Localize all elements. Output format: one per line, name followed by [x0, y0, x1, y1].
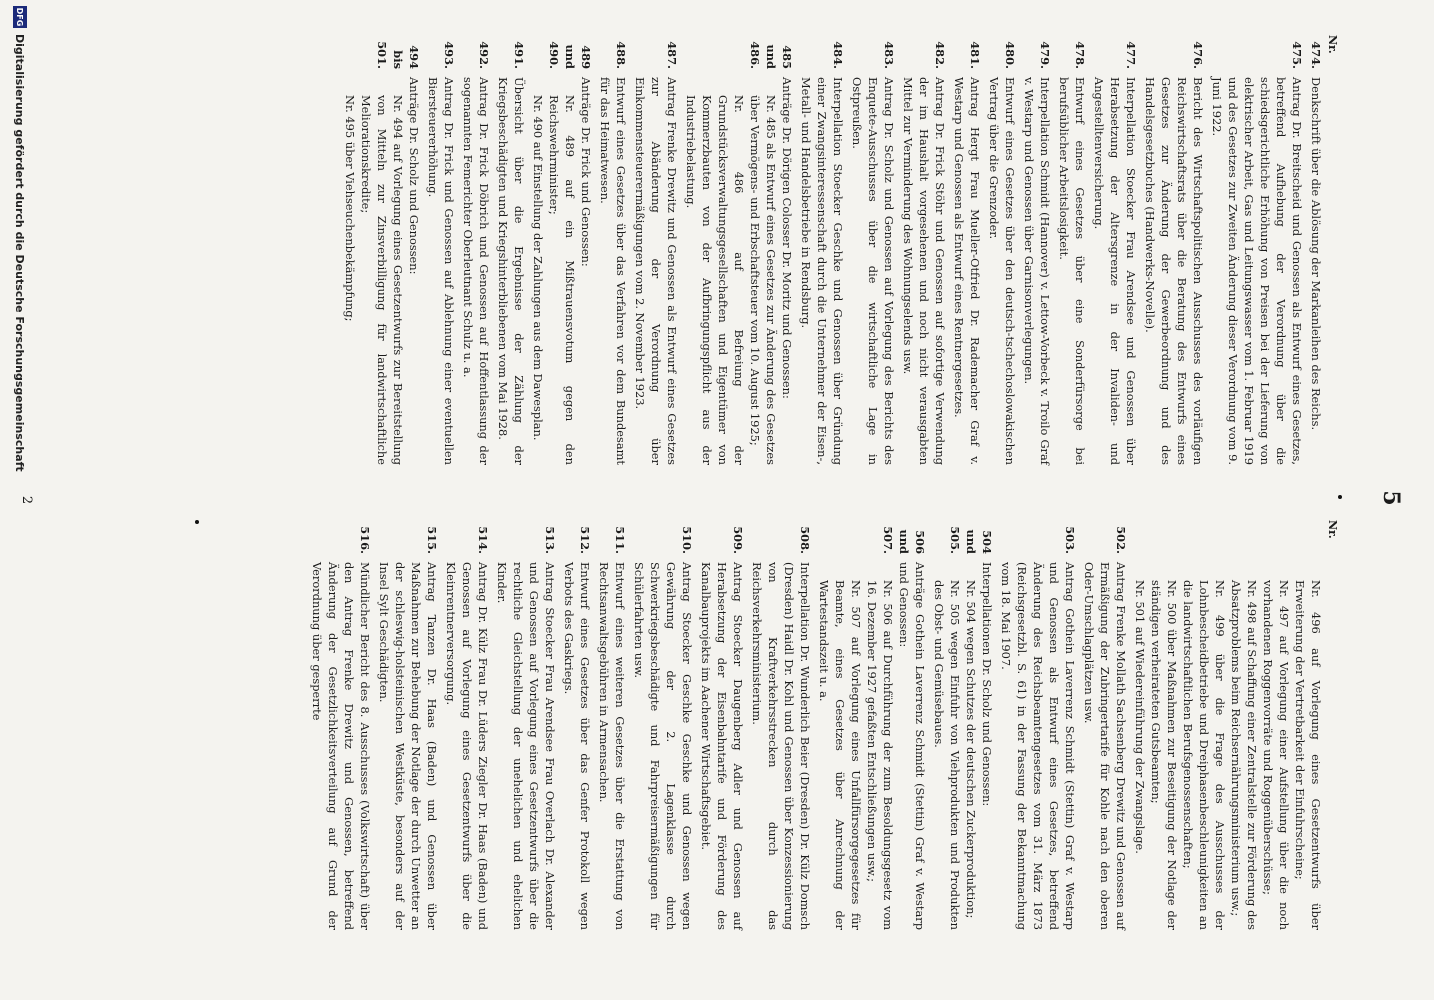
entry-text: Antrag Dr. Scholz und Genossen auf Vorlegung des Berichts des Enquete-Ausschusses über die wirtschaftliche Lage in Ostpreußen.: [850, 77, 896, 465]
entry-number: 485 und 486.: [748, 41, 794, 69]
entry-number: 516.: [358, 526, 372, 554]
footer-text: Digitalisierung gefördert durch die Deutsche Forschungsgemeinschaft: [13, 34, 27, 472]
list-item: [631, 520, 695, 930]
entry-number: 511.: [613, 526, 627, 554]
entry-text: Anträge Dr. Scholz und Genossen: Nr. 494 auf Vorlegung eines Gesetzentwurfs zur Bereitstellung von Mitteln zur Zinsverbilligung für landwirtschaftliche Meliorationskredite; Nr. 495 über Viehseuchenbekämpfung;: [343, 77, 421, 465]
entry-text: Antrag Stoecker Daugenberg Adler und Genossen auf Herabsetzung der Eisenbahntarife und Förderung des Kanalbauprojekts im Aachener Wirtschaftsgebiet.: [699, 562, 745, 930]
list-item: [749, 520, 813, 930]
list-item: [309, 520, 373, 930]
entry-text: Antrag Frenke Drewitz und Genossen als Entwurf eines Gesetzes zur Abänderung der Verordnung über Einkommensteuerermäßigungen vom 2. November 1923.: [633, 77, 679, 465]
list-item: [1056, 35, 1088, 465]
dfg-logo-icon: DFG: [13, 6, 27, 28]
entry-text: Antrag Dr. Frick Stöhr und Genossen auf sofortige Verwendung der im Haushalt vorgesehenen und noch nicht verausgabten Mittel zur Verminderung des Wohnungselends usw.: [901, 77, 947, 465]
entry-number: 489 und 490.: [547, 41, 593, 69]
list-item: [1132, 520, 1324, 930]
entry-text: Antrag Stoecker Frau Arendsee Frau Overlach Dr. Alexander und Genossen auf Vorlegung eines Gesetzentwurfs über die rechtliche Gleichstellung der unehelichen und ehelichen Kinder.: [495, 562, 557, 930]
list-item: [986, 35, 1018, 465]
list-item: [596, 520, 628, 930]
entry-text: Antrag Dr. Breitscheid und Genossen als Entwurf eines Gesetzes, betreffend Aufhebung der Verordnung über die schiedsgerichtliche Erhöhung von Preisen bei der Lieferung von elektrischer Arbeit, Gas und Leitungswasser vom 1. Februar 1919 und des Gesetzes zur Zweiten Änderung dieser Verordnung vom 9. Juni 1922.: [1210, 77, 1304, 465]
list-item: [342, 35, 422, 465]
list-item: [816, 520, 928, 930]
entry-number: 480.: [1003, 41, 1017, 69]
entry-text: Denkschrift über die Ablösung der Markanleihen des Reichs.: [1309, 77, 1323, 431]
list-item: [1091, 35, 1139, 465]
entry-text: Mündlicher Bericht des 8. Ausschusses (Volkswirtschaft) über den Antrag Frenke Drewitz und Genossen, betreffend Änderung der Gesetzlichkeitsverteilung auf Grund der Verordnung über gesperrte: [310, 562, 372, 930]
entry-text: Interpellationen Dr. Scholz und Genossen: Nr. 504 wegen Schutzes der deutschen Zuckerproduktion; Nr. 505 wegen Einfuhr von Viehprodukten und Produkten des Obst- und Gemüsebaues.: [932, 562, 994, 930]
list-item: [460, 35, 492, 465]
entry-text: Übersicht über die Ergebnisse der Zählung der Kriegsbeschädigten und Kriegshinterbliebenen vom Mai 1928.: [496, 77, 526, 465]
entry-number: 493.: [442, 41, 456, 69]
entry-number: 502.: [1114, 526, 1128, 554]
list-item: [1308, 35, 1324, 465]
list-item: [530, 35, 594, 465]
entry-number: 515.: [425, 526, 439, 554]
left-column-header: Nr.: [1326, 35, 1339, 54]
entry-number: 510.: [680, 526, 694, 554]
entry-number: 492.: [477, 41, 491, 69]
entry-number: 503.: [1063, 526, 1077, 554]
right-column-header: Nr.: [1326, 520, 1339, 539]
entry-text: Anträge Dr. Dörigen Colosser Dr. Moritz und Genossen: Nr. 485 als Entwurf eines Gesetzes zur Änderung des Gesetzes über Vermögens- und Erbschaftsteuer vom 10. August 1925; Nr. 486 auf Befreiung der Grundstücksverwaltungsgesellschaften und Eigentümer von Kommerzbauten von der Aufbringungspflicht aus der Industriebelastung.: [684, 77, 794, 465]
entry-number: 484.: [831, 41, 845, 69]
entry-number: [1132, 520, 1324, 562]
entry-number: 477.: [1124, 41, 1138, 69]
entry-text: Entwurf eines Gesetzes über das Genfer Protokoll wegen Verbots des Gaskriegs.: [562, 562, 592, 930]
entry-number: 508.: [798, 526, 812, 554]
entry-text: Anträge Gothein Laverrenz Schmidt (Stettin) Graf v. Westarp und Genossen: Nr. 506 auf Durchführung der zum Besoldungsgesetz vom 16. Dezember 1927 gefaßten Entschließungen usw.; Nr. 507 auf Vorlegung eines Unfallfürsorgegesetzes für Beamte, eines Gesetzes über Anrechnung der Wartestandszeit u. a.: [817, 562, 927, 930]
entry-text: Antrag Dr. Frick Döbrich und Genossen auf Hoffentlassung der sogenannten Femerichter Oberleutnant Schulz u. a.: [461, 77, 491, 465]
entry-number: 481.: [968, 41, 982, 69]
footer-bar: [9, 0, 31, 1000]
signature-mark: 2: [19, 495, 34, 505]
entry-number: 478.: [1073, 41, 1087, 69]
right-column: [306, 520, 1339, 930]
list-item: [495, 35, 527, 465]
list-item: [597, 35, 629, 465]
right-entry-list: [309, 520, 1324, 930]
entry-text: Interpellation Schmidt (Hannover) v. Lettow-Vorbeck v. Troilo Graf v. Westarp und Genossen über Garnisonverlegungen.: [1022, 77, 1052, 465]
entry-number: 506 und 507.: [881, 526, 927, 554]
entry-number: 482.: [933, 41, 947, 69]
entry-text: Antrag Hergt Frau Mueller-Otfried Dr. Rademacher Graf v. Westarp und Genossen als Entwurf eines Rentnergesetzes.: [952, 77, 982, 465]
entry-text: Entwurf eines Gesetzes über eine Sonderfürsorge bei berufsüblicher Arbeitslosigkeit.: [1057, 77, 1087, 465]
entry-number: 483.: [882, 41, 896, 69]
list-item: [849, 35, 897, 465]
entry-text: Antrag Stoecker Geschke Geschke und Genossen wegen Gewährung der 2. Lagenklasse durch Schwerkriegsbeschädigte und Fahrpreisermäßigungen für Schülerfahrten usw.: [632, 562, 694, 930]
page-number: 5: [1378, 490, 1404, 506]
entry-number: 504 und 505.: [948, 526, 994, 554]
left-entry-list: [342, 35, 1324, 465]
entry-number: 513.: [543, 526, 557, 554]
entry-number: 487.: [665, 41, 679, 69]
list-item: [798, 35, 846, 465]
entry-text: Entwurf eines weiteren Gesetzes über die Erstattung von Rechtsanwaltsgebühren in Armensachen.: [597, 562, 627, 930]
ink-speck: [195, 520, 199, 524]
entry-number: 494 bis 501.: [375, 41, 421, 69]
list-item: [425, 35, 457, 465]
entry-number: 488.: [614, 41, 628, 69]
entry-number: 476.: [1191, 41, 1205, 69]
entry-number: 509.: [731, 526, 745, 554]
entry-text: Nr. 496 auf Vorlegung eines Gesetzentwurfs über Erweiterung der Vertretbarkeit der Einfuhrscheine; Nr. 497 auf Vorlegung einer Aufstellung über die noch vorhandenen Roggenvorräte und Roggenüberschüsse; Nr. 498 auf Schaffung einer Zentralstelle zur Förderung des Absatzproblems beim Reichsernährungsministerium usw.; Nr. 499 über die Frage des Ausschusses der Lohnbescheidbetriebe und Dreiphasenbeschleunigkeiten an die landwirtschaftlichen Berufsgenossenschaften; Nr. 500 über Maßnahmen zur Beseitigung der Notlage der ständigen verheirateten Gutsbeamten; Nr. 501 auf Wiedereinführung der Zwangslage.: [1133, 580, 1323, 930]
list-item: [998, 520, 1078, 930]
entry-text: Antrag Dr. Külz Frau Dr. Lüders Ziegler Dr. Haas (Baden) und Genossen auf Vorlegung eines Gesetzentwurfs über die Kleinrentnerversorgung.: [444, 562, 490, 930]
entry-text: Antrag Tanzen Dr. Haas (Baden) und Genossen über Maßnahmen zur Behebung der Notlage der durch Unwetter an der schleswig-holsteinischen Westküste, besonders auf der Insel Sylt Geschädigten.: [377, 562, 439, 930]
entry-text: Antrag Dr. Frick und Genossen auf Ablehnung einer eventuellen Biersteuererhöhung.: [426, 77, 456, 465]
entry-text: Interpellation Stoecker Frau Arendsee und Genossen über Herabsetzung der Altersgrenze in der Invaliden- und Angestelltenversicherung.: [1092, 77, 1138, 465]
entry-number: 512.: [578, 526, 592, 554]
list-item: [1142, 35, 1206, 465]
list-item: [951, 35, 983, 465]
entry-text: Antrag Gothein Laverrenz Schmidt (Stettin) Graf v. Westarp und Genossen als Entwurf eines Gesetzes, betreffend Änderung des Reichsbeamtengesetzes vom 31. März 1873 (Reichsgesetzbl. S. 61) in der Fassung der Bekanntmachung vom 18. Mai 1907.: [999, 562, 1077, 930]
list-item: [494, 520, 558, 930]
list-item: [632, 35, 680, 465]
list-item: [683, 35, 795, 465]
list-item: [698, 520, 746, 930]
entry-number: 475.: [1290, 41, 1304, 69]
entry-text: Entwurf eines Gesetzes über den deutsch-tschechoslowakischen Vertrag über die Grenzoder.: [987, 77, 1017, 465]
list-item: [1081, 520, 1129, 930]
entry-number: 514.: [476, 526, 490, 554]
entry-text: Bericht des Wirtschaftspolitischen Ausschusses des vorläufigen Reichswirtschaftsrats über die Beratung des Entwurfs eines Gesetzes zur Änderung der Gewerbeordnung und des Handelsgesetzbuches (Handwerks-Novelle).: [1143, 77, 1205, 465]
entry-text: Interpellation Dr. Wunderlich Beier (Dresden) Dr. Külz Domsch (Dresden) Haidl Dr. Kohl und Genossen über Konzessionierung von Kraftverkehrsstrecken durch das Reichsverkehrsministerium.: [750, 562, 812, 930]
list-item: [561, 520, 593, 930]
left-column: [339, 35, 1339, 465]
entry-text: Entwurf eines Gesetzes über das Verfahren vor dem Bundesamt für das Heimatwesen.: [598, 77, 628, 465]
entry-number: 479.: [1038, 41, 1052, 69]
list-item: [1021, 35, 1053, 465]
list-item: [931, 520, 995, 930]
ink-speck: [1338, 495, 1342, 499]
list-item: [376, 520, 440, 930]
entry-text: Antrag Frenke Mollath Sachsenberg Drewitz und Genossen auf Ermäßigung der Zubringertarife für Kohle nach den oberen Oder-Umschlagplätzen usw.: [1082, 562, 1128, 930]
entry-text: Anträge Dr. Frick und Genossen: Nr. 489 auf ein Mißtrauensvotum gegen den Reichswehrminister; Nr. 490 auf Einstellung der Zahlungen aus dem Dawesplan.: [531, 77, 593, 465]
list-item: [1209, 35, 1305, 465]
entry-number: 474.: [1309, 41, 1323, 69]
list-item: [900, 35, 948, 465]
entry-number: 491.: [512, 41, 526, 69]
entry-text: Interpellation Stoecker Geschke und Genossen über Gründung einer Zwangsinteressenschaft durch die Unternehmer der Eisen-, Metall- und Handelsbetriebe in Rendsburg.: [799, 77, 845, 465]
list-item: [443, 520, 491, 930]
